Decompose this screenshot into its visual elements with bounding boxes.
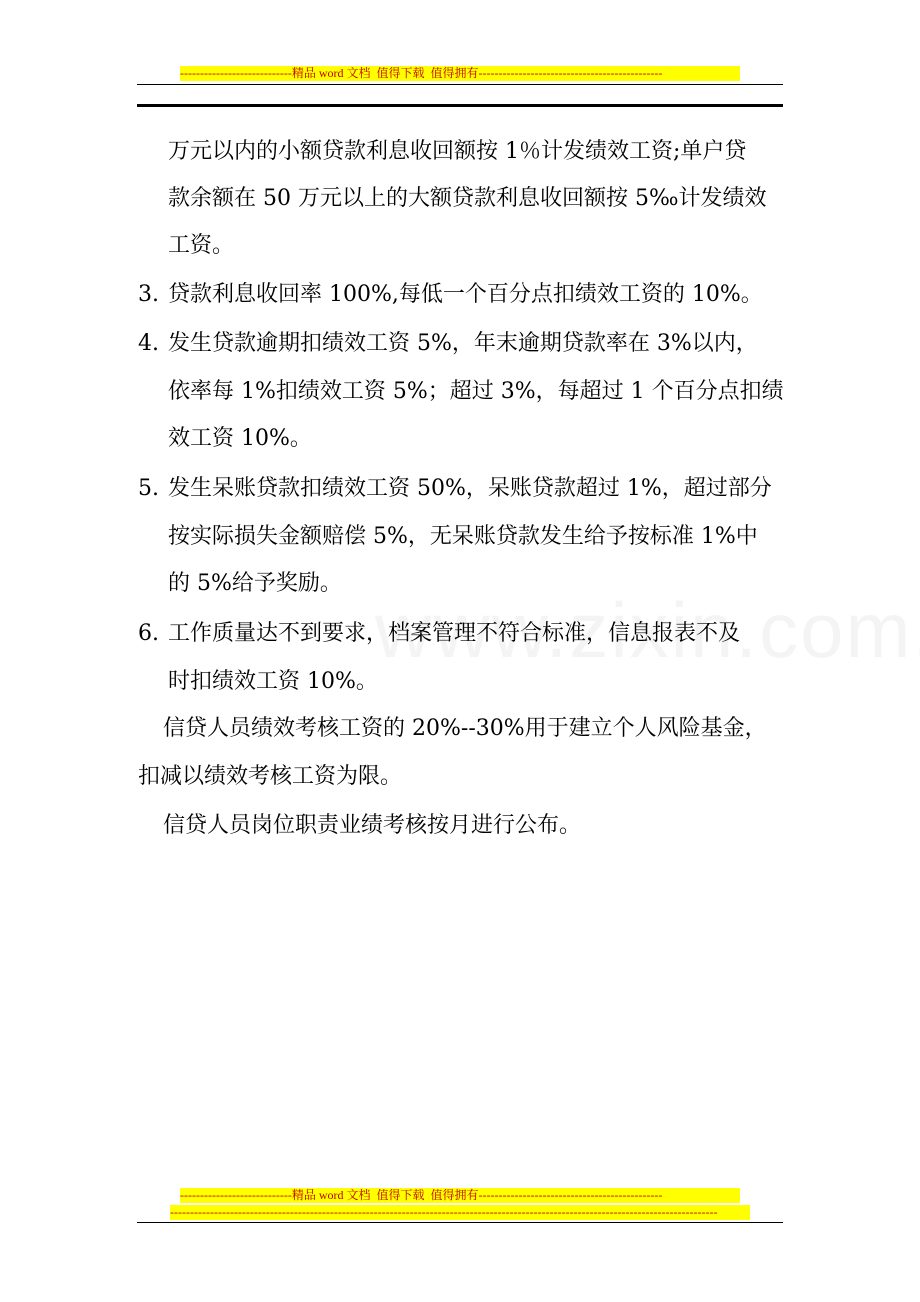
item5-line-3: 的 5%给予奖励。 — [168, 571, 342, 596]
item4-line-1: 发生贷款逾期扣绩效工资 5%，年末逾期贷款率在 3%以内， — [168, 331, 758, 356]
paragraph-2: 信贷人员岗位职责业绩考核按月进行公布。 — [163, 813, 582, 838]
item4-line-3: 效工资 10%。 — [168, 426, 312, 451]
paragraph-1-line-2: 扣减以绩效考核工资为限。 — [138, 764, 403, 789]
item5-line-1: 发生呆账贷款扣绩效工资 50%，呆账贷款超过 1%，超过部分 — [168, 476, 772, 501]
item6-line-2: 时扣绩效工资 10%。 — [168, 669, 378, 694]
footer-rule — [137, 1222, 783, 1223]
item2-line-3: 工资。 — [168, 233, 235, 258]
footer-banner: ----------------------------精品 word 文档 值得下载 值得拥有---------------------------------------------- — [180, 1188, 740, 1203]
item5-number: 5. — [138, 476, 159, 501]
item3-number: 3. — [138, 282, 159, 307]
header-rule-thin — [137, 84, 783, 85]
item6-line-1: 工作质量达不到要求，档案管理不符合标准，信息报表不及 — [168, 621, 741, 646]
item4-number: 4. — [138, 331, 159, 356]
footer-banner-dashes: ----------------------------------------------------------------------------------------------------------------------------------------- — [170, 1205, 750, 1220]
item5-line-2: 按实际损失金额赔偿 5%，无呆账贷款发生给予按标准 1%中 — [168, 524, 758, 549]
item2-line-2: 款余额在 50 万元以上的大额贷款利息收回额按 5‰计发绩效 — [168, 186, 767, 211]
header-banner: ----------------------------精品 word 文档 值得下载 值得拥有---------------------------------------------- — [180, 66, 740, 81]
item2-line-1: 万元以内的小额贷款利息收回额按 1％计发绩效工资;单户贷 — [168, 139, 747, 164]
item4-line-2: 依率每 1%扣绩效工资 5%；超过 3%，每超过 1 个百分点扣绩 — [168, 379, 784, 404]
item6-number: 6. — [138, 621, 159, 646]
item3-line-1: 贷款利息收回率 100%,每低一个百分点扣绩效工资的 10%。 — [168, 282, 763, 307]
header-rule-thick — [137, 104, 783, 107]
paragraph-1-line-1: 信贷人员绩效考核工资的 20%--30%用于建立个人风险基金， — [163, 716, 767, 741]
